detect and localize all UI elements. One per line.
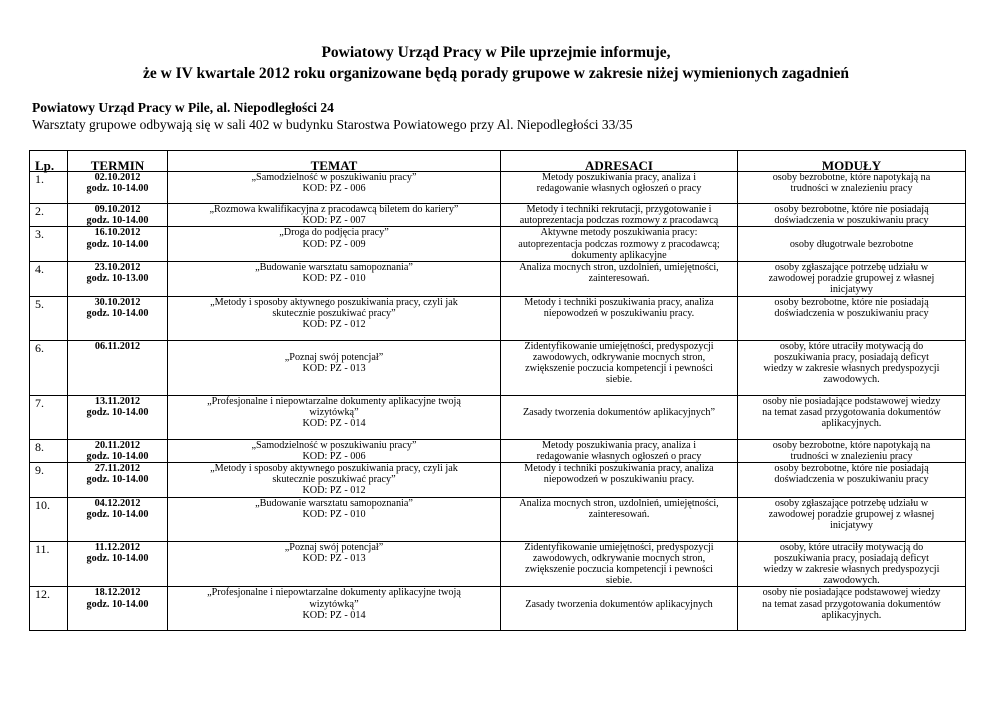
table-row	[30, 439, 966, 462]
termin-date: 06.11.2012	[94, 340, 141, 352]
row-temat: „Metody i sposoby aktywnego poszukiwania pracy, czyli jak skutecznie poszukiwać pracy” KOD: PZ - 012	[168, 463, 501, 498]
document-title-line-1: Powiatowy Urząd Pracy w Pile uprzejmie informuje,	[321, 44, 671, 61]
row-temat: „Samodzielność w poszukiwaniu pracy” KOD: PZ - 006	[168, 172, 501, 204]
column-header-moduly: MODUŁY	[738, 151, 966, 172]
table-row	[30, 340, 966, 395]
row-number: 6.	[30, 340, 68, 395]
row-moduly: osoby zgłaszające potrzebę udziału w zawodowej poradzie grupowej z własnej inicjatywy	[738, 497, 966, 541]
row-termin	[68, 172, 168, 204]
row-number: 12.	[30, 587, 68, 631]
row-number: 5.	[30, 296, 68, 340]
row-adresaci: Analiza mocnych stron, uzdolnień, umiejętności, zainteresowań.	[501, 497, 738, 541]
row-number: 1.	[30, 172, 68, 204]
row-number: 3.	[30, 227, 68, 262]
row-moduly: osoby zgłaszające potrzebę udziału w zawodowej poradzie grupowej z własnej inicjatywy	[738, 262, 966, 297]
column-header-temat: TEMAT	[168, 151, 501, 172]
row-termin	[68, 340, 168, 395]
row-adresaci: Zasady tworzenia dokumentów aplikacyjnych	[501, 587, 738, 631]
row-number: 7.	[30, 395, 68, 439]
termin-time: godz. 10-14.00	[86, 474, 149, 486]
table-row	[30, 172, 966, 204]
table-row	[30, 587, 966, 631]
row-moduly: osoby nie posiadające podstawowej wiedzy na temat zasad przygotowania dokumentów aplikacyjnych.	[738, 587, 966, 631]
row-adresaci: Metody poszukiwania pracy, analiza i redagowanie własnych ogłoszeń o pracy	[501, 439, 738, 462]
row-termin	[68, 541, 168, 587]
termin-time: godz. 10-14.00	[86, 552, 149, 564]
row-temat: „Profesjonalne i niepowtarzalne dokumenty aplikacyjne twoją wizytówką” KOD: PZ - 014	[168, 587, 501, 631]
row-temat: „Metody i sposoby aktywnego poszukiwania pracy, czyli jak skutecznie poszukiwać pracy” KOD: PZ - 012	[168, 296, 501, 340]
table-header-row	[30, 151, 966, 172]
termin-date: 13.11.2012	[94, 395, 141, 407]
column-header-adresaci: ADRESACI	[501, 151, 738, 172]
termin-time: godz. 10-14.00	[86, 215, 149, 227]
row-termin	[68, 296, 168, 340]
row-adresaci: Analiza mocnych stron, uzdolnień, umiejętności, zainteresowań.	[501, 262, 738, 297]
row-termin	[68, 227, 168, 262]
row-termin	[68, 497, 168, 541]
row-number: 10.	[30, 497, 68, 541]
table-row	[30, 227, 966, 262]
table-row	[30, 463, 966, 498]
termin-date: 23.10.2012	[94, 262, 141, 274]
column-header-lp: Lp.	[30, 151, 68, 172]
row-moduly: osoby, które utraciły motywacją do poszukiwania pracy, posiadają deficyt wiedzy w zakresie własnych predyspozycji zawodowych.	[738, 541, 966, 587]
row-adresaci: Metody i techniki rekrutacji, przygotowanie i autoprezentacja podczas rozmowy z pracodawcą	[501, 204, 738, 227]
row-adresaci: Metody i techniki poszukiwania pracy, analiza niepowodzeń w poszukiwaniu pracy.	[501, 463, 738, 498]
table-row	[30, 204, 966, 227]
document-title-line-2: że w IV kwartale 2012 roku organizowane będą porady grupowe w zakresie niżej wymienionych zagadnień	[142, 65, 850, 82]
row-number: 11.	[30, 541, 68, 587]
termin-time: godz. 10-14.00	[86, 450, 149, 462]
row-termin	[68, 395, 168, 439]
row-adresaci: Metody i techniki poszukiwania pracy, analiza niepowodzeń w poszukiwaniu pracy.	[501, 296, 738, 340]
termin-time: godz. 10-14.00	[86, 598, 149, 610]
table-row	[30, 395, 966, 439]
row-moduly: osoby bezrobotne, które nie posiadają doświadczenia w poszukiwaniu pracy	[738, 204, 966, 227]
termin-time: godz. 10-14.00	[86, 307, 149, 319]
row-temat: „Poznaj swój potencjał” KOD: PZ - 013	[168, 340, 501, 395]
workshop-location: Warsztaty grupowe odbywają się w sali 402 w budynku Starostwa Powiatowego przy Al. Niepodległości 33/35	[32, 117, 633, 132]
row-termin	[68, 587, 168, 631]
row-temat: „Profesjonalne i niepowtarzalne dokumenty aplikacyjne twoją wizytówką” KOD: PZ - 014	[168, 395, 501, 439]
row-temat: „Budowanie warsztatu samopoznania” KOD: PZ - 010	[168, 497, 501, 541]
row-moduly: osoby bezrobotne, które napotykają na trudności w znalezieniu pracy	[738, 439, 966, 462]
row-number: 2.	[30, 204, 68, 227]
termin-date: 27.11.2012	[94, 463, 141, 475]
row-termin	[68, 262, 168, 297]
row-temat: „Poznaj swój potencjał” KOD: PZ - 013	[168, 541, 501, 587]
termin-date: 16.10.2012	[94, 227, 141, 239]
row-temat: „Rozmowa kwalifikacyjna z pracodawcą biletem do kariery” KOD: PZ - 007	[168, 204, 501, 227]
termin-date: 18.12.2012	[94, 587, 141, 599]
termin-date: 02.10.2012	[94, 172, 141, 183]
row-moduly: osoby bezrobotne, które nie posiadają doświadczenia w poszukiwaniu pracy	[738, 463, 966, 498]
row-temat: „Samodzielność w poszukiwaniu pracy” KOD: PZ - 006	[168, 439, 501, 462]
row-termin	[68, 439, 168, 462]
table-row	[30, 497, 966, 541]
row-temat: „Budowanie warsztatu samopoznania” KOD: PZ - 010	[168, 262, 501, 297]
termin-date: 30.10.2012	[94, 296, 141, 308]
termin-time: godz. 10-13.00	[86, 273, 149, 285]
row-termin	[68, 204, 168, 227]
row-adresaci: Metody poszukiwania pracy, analiza i redagowanie własnych ogłoszeń o pracy	[501, 172, 738, 204]
row-moduly: osoby, które utraciły motywacją do poszukiwania pracy, posiadają deficyt wiedzy w zakresie własnych predyspozycji zawodowych.	[738, 340, 966, 395]
row-adresaci: Zidentyfikowanie umiejętności, predyspozycji zawodowych, odkrywanie mocnych stron, zwiększenie poczucia kompetencji i pewności siebie.	[501, 340, 738, 395]
termin-time: godz. 10-14.00	[86, 238, 149, 250]
termin-date: 09.10.2012	[94, 204, 141, 215]
table-body	[30, 172, 966, 631]
termin-date: 11.12.2012	[94, 541, 141, 553]
row-temat: „Droga do podjęcia pracy” KOD: PZ - 009	[168, 227, 501, 262]
row-adresaci: Aktywne metody poszukiwania pracy: autoprezentacja podczas rozmowy z pracodawcą; dokumenty aplikacyjne	[501, 227, 738, 262]
row-moduly: osoby bezrobotne, które nie posiadają doświadczenia w poszukiwaniu pracy	[738, 296, 966, 340]
row-number: 8.	[30, 439, 68, 462]
row-number: 4.	[30, 262, 68, 297]
termin-time: godz. 10-14.00	[86, 183, 149, 195]
table-row	[30, 262, 966, 297]
table-row	[30, 541, 966, 587]
termin-date: 20.11.2012	[94, 439, 141, 451]
row-adresaci: Zidentyfikowanie umiejętności, predyspozycji zawodowych, odkrywanie mocnych stron, zwiększenie poczucia kompetencji i pewności siebie.	[501, 541, 738, 587]
row-termin	[68, 463, 168, 498]
row-number: 9.	[30, 463, 68, 498]
column-header-termin: TERMIN	[68, 151, 168, 172]
termin-time: godz. 10-14.00	[86, 406, 149, 418]
schedule-table	[29, 150, 966, 631]
row-adresaci: Zasady tworzenia dokumentów aplikacyjnych”	[501, 395, 738, 439]
row-moduly: osoby długotrwale bezrobotne	[738, 227, 966, 262]
termin-time: godz. 10-14.00	[86, 508, 149, 520]
row-moduly: osoby nie posiadające podstawowej wiedzy na temat zasad przygotowania dokumentów aplikacyjnych.	[738, 395, 966, 439]
row-moduly: osoby bezrobotne, które napotykają na trudności w znalezieniu pracy	[738, 172, 966, 204]
table-row	[30, 296, 966, 340]
office-address: Powiatowy Urząd Pracy w Pile, al. Niepodległości 24	[32, 100, 334, 115]
termin-date: 04.12.2012	[94, 497, 141, 509]
